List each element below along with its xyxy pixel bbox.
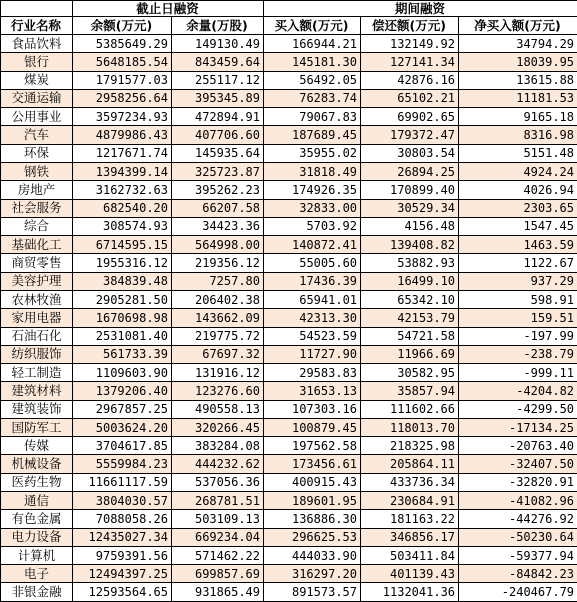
balance-cell: 2531081.40 [73, 327, 172, 345]
net-buy-cell: 1463.59 [459, 236, 577, 254]
header-group-period: 期间融资 [264, 1, 577, 17]
balance-cell: 6714595.15 [73, 236, 172, 254]
balance-cell: 12593564.65 [73, 583, 172, 602]
volume-cell: 34423.36 [172, 217, 264, 235]
balance-cell: 5003624.20 [73, 418, 172, 436]
buy-amount-cell: 56492.05 [264, 71, 361, 89]
volume-cell: 145935.64 [172, 144, 264, 162]
industry-cell: 电子 [1, 565, 73, 583]
volume-cell: 268781.51 [172, 492, 264, 510]
table-row [1, 327, 577, 345]
balance-cell: 12494397.25 [73, 565, 172, 583]
volume-cell: 123276.60 [172, 382, 264, 400]
industry-cell: 交通运输 [1, 89, 73, 107]
column-header-volume: 余量(万股) [172, 17, 264, 35]
buy-amount-cell: 145181.30 [264, 53, 361, 71]
volume-cell: 843459.64 [172, 53, 264, 71]
table-row [1, 418, 577, 436]
industry-cell: 综合 [1, 217, 73, 235]
table-row [1, 35, 577, 53]
industry-cell: 农林牧渔 [1, 290, 73, 308]
buy-amount-cell: 11727.90 [264, 345, 361, 363]
buy-amount-cell: 400915.43 [264, 473, 361, 491]
industry-cell: 公用事业 [1, 108, 73, 126]
buy-amount-cell: 891573.57 [264, 583, 361, 602]
repay-amount-cell: 65102.21 [361, 89, 459, 107]
net-buy-cell: 4924.24 [459, 162, 577, 180]
buy-amount-cell: 31818.49 [264, 162, 361, 180]
net-buy-cell: -4204.82 [459, 382, 577, 400]
net-buy-cell: -240467.79 [459, 583, 577, 602]
net-buy-cell: 4026.94 [459, 181, 577, 199]
balance-cell: 11661117.59 [73, 473, 172, 491]
repay-amount-cell: 433736.34 [361, 473, 459, 491]
balance-cell: 4879986.43 [73, 126, 172, 144]
industry-cell: 银行 [1, 53, 73, 71]
table-row [1, 546, 577, 564]
repay-amount-cell: 503411.84 [361, 546, 459, 564]
header-column-row [1, 17, 577, 35]
net-buy-cell: -84842.23 [459, 565, 577, 583]
repay-amount-cell: 230684.91 [361, 492, 459, 510]
buy-amount-cell: 17436.39 [264, 272, 361, 290]
industry-cell: 食品饮料 [1, 35, 73, 53]
balance-cell: 1955316.12 [73, 254, 172, 272]
buy-amount-cell: 444033.90 [264, 546, 361, 564]
repay-amount-cell: 4156.48 [361, 217, 459, 235]
net-buy-cell: 13615.88 [459, 71, 577, 89]
industry-cell: 社会服务 [1, 199, 73, 217]
buy-amount-cell: 76283.74 [264, 89, 361, 107]
net-buy-cell: -238.79 [459, 345, 577, 363]
table-row [1, 108, 577, 126]
balance-cell: 7088058.26 [73, 510, 172, 528]
table-row [1, 565, 577, 583]
balance-cell: 3804030.57 [73, 492, 172, 510]
net-buy-cell: 8316.98 [459, 126, 577, 144]
repay-amount-cell: 54721.58 [361, 327, 459, 345]
header-blank-cell [1, 1, 73, 17]
table-row [1, 71, 577, 89]
volume-cell: 503109.13 [172, 510, 264, 528]
buy-amount-cell: 42313.30 [264, 309, 361, 327]
table-row [1, 199, 577, 217]
table-body [1, 35, 577, 602]
industry-cell: 环保 [1, 144, 73, 162]
buy-amount-cell: 54523.59 [264, 327, 361, 345]
table-row [1, 382, 577, 400]
buy-amount-cell: 316297.20 [264, 565, 361, 583]
balance-cell: 682540.20 [73, 199, 172, 217]
volume-cell: 131916.12 [172, 364, 264, 382]
net-buy-cell: -197.99 [459, 327, 577, 345]
volume-cell: 206402.38 [172, 290, 264, 308]
repay-amount-cell: 132149.92 [361, 35, 459, 53]
volume-cell: 444232.62 [172, 455, 264, 473]
balance-cell: 5559984.23 [73, 455, 172, 473]
industry-cell: 石油石化 [1, 327, 73, 345]
volume-cell: 571462.22 [172, 546, 264, 564]
net-buy-cell: 5151.48 [459, 144, 577, 162]
repay-amount-cell: 42153.79 [361, 309, 459, 327]
volume-cell: 472894.91 [172, 108, 264, 126]
repay-amount-cell: 139408.82 [361, 236, 459, 254]
industry-cell: 非银金融 [1, 583, 73, 602]
table-row [1, 144, 577, 162]
industry-cell: 纺织服饰 [1, 345, 73, 363]
table-row [1, 400, 577, 418]
buy-amount-cell: 166944.21 [264, 35, 361, 53]
table-row [1, 364, 577, 382]
volume-cell: 219356.12 [172, 254, 264, 272]
repay-amount-cell: 170899.40 [361, 181, 459, 199]
table-row [1, 181, 577, 199]
buy-amount-cell: 140872.41 [264, 236, 361, 254]
column-header-repay-amount: 偿还额(万元) [361, 17, 459, 35]
industry-cell: 计算机 [1, 546, 73, 564]
volume-cell: 7257.80 [172, 272, 264, 290]
industry-cell: 轻工制造 [1, 364, 73, 382]
buy-amount-cell: 29583.83 [264, 364, 361, 382]
volume-cell: 395345.89 [172, 89, 264, 107]
repay-amount-cell: 401139.43 [361, 565, 459, 583]
balance-cell: 2905281.50 [73, 290, 172, 308]
table-row [1, 89, 577, 107]
industry-cell: 传媒 [1, 437, 73, 455]
repay-amount-cell: 53882.93 [361, 254, 459, 272]
balance-cell: 5385649.29 [73, 35, 172, 53]
repay-amount-cell: 181163.22 [361, 510, 459, 528]
net-buy-cell: 11181.53 [459, 89, 577, 107]
volume-cell: 669234.04 [172, 528, 264, 546]
repay-amount-cell: 205864.11 [361, 455, 459, 473]
buy-amount-cell: 31653.13 [264, 382, 361, 400]
table-row [1, 345, 577, 363]
buy-amount-cell: 100879.45 [264, 418, 361, 436]
balance-cell: 1217671.74 [73, 144, 172, 162]
net-buy-cell: 937.29 [459, 272, 577, 290]
net-buy-cell: -32820.91 [459, 473, 577, 491]
net-buy-cell: -17134.25 [459, 418, 577, 436]
volume-cell: 395262.23 [172, 181, 264, 199]
table-row [1, 236, 577, 254]
repay-amount-cell: 11966.69 [361, 345, 459, 363]
net-buy-cell: 159.51 [459, 309, 577, 327]
balance-cell: 3162732.63 [73, 181, 172, 199]
repay-amount-cell: 26894.25 [361, 162, 459, 180]
industry-cell: 美容护理 [1, 272, 73, 290]
buy-amount-cell: 32833.00 [264, 199, 361, 217]
repay-amount-cell: 42876.16 [361, 71, 459, 89]
industry-cell: 家用电器 [1, 309, 73, 327]
industry-cell: 钢铁 [1, 162, 73, 180]
industry-cell: 汽车 [1, 126, 73, 144]
industry-cell: 国防军工 [1, 418, 73, 436]
buy-amount-cell: 107303.16 [264, 400, 361, 418]
table-row [1, 510, 577, 528]
repay-amount-cell: 111602.66 [361, 400, 459, 418]
header-group-row [1, 1, 577, 17]
buy-amount-cell: 197562.58 [264, 437, 361, 455]
balance-cell: 1791577.03 [73, 71, 172, 89]
repay-amount-cell: 30803.54 [361, 144, 459, 162]
repay-amount-cell: 69902.65 [361, 108, 459, 126]
balance-cell: 1670698.98 [73, 309, 172, 327]
net-buy-cell: 1547.45 [459, 217, 577, 235]
table-row [1, 583, 577, 602]
volume-cell: 699857.69 [172, 565, 264, 583]
net-buy-cell: -32407.50 [459, 455, 577, 473]
balance-cell: 3704617.85 [73, 437, 172, 455]
balance-cell: 308574.93 [73, 217, 172, 235]
volume-cell: 490558.13 [172, 400, 264, 418]
industry-cell: 电力设备 [1, 528, 73, 546]
table-row [1, 528, 577, 546]
column-header-buy-amount: 买入额(万元) [264, 17, 361, 35]
repay-amount-cell: 118013.70 [361, 418, 459, 436]
balance-cell: 1394399.14 [73, 162, 172, 180]
buy-amount-cell: 296625.53 [264, 528, 361, 546]
balance-cell: 1379206.40 [73, 382, 172, 400]
industry-cell: 商贸零售 [1, 254, 73, 272]
buy-amount-cell: 79067.83 [264, 108, 361, 126]
column-header-net-buy: 净买入额(万元) [459, 17, 577, 35]
table-row [1, 53, 577, 71]
balance-cell: 384839.48 [73, 272, 172, 290]
table-row [1, 254, 577, 272]
table-row [1, 309, 577, 327]
volume-cell: 564998.00 [172, 236, 264, 254]
volume-cell: 320266.45 [172, 418, 264, 436]
table-row [1, 437, 577, 455]
buy-amount-cell: 187689.45 [264, 126, 361, 144]
repay-amount-cell: 30529.34 [361, 199, 459, 217]
repay-amount-cell: 179372.47 [361, 126, 459, 144]
net-buy-cell: -20763.40 [459, 437, 577, 455]
industry-cell: 通信 [1, 492, 73, 510]
table-row [1, 290, 577, 308]
industry-cell: 有色金属 [1, 510, 73, 528]
balance-cell: 561733.39 [73, 345, 172, 363]
repay-amount-cell: 346856.17 [361, 528, 459, 546]
net-buy-cell: 598.91 [459, 290, 577, 308]
table-row [1, 473, 577, 491]
volume-cell: 143662.09 [172, 309, 264, 327]
volume-cell: 383284.08 [172, 437, 264, 455]
table-row [1, 272, 577, 290]
table-row [1, 217, 577, 235]
volume-cell: 66207.58 [172, 199, 264, 217]
industry-cell: 医药生物 [1, 473, 73, 491]
buy-amount-cell: 5703.92 [264, 217, 361, 235]
repay-amount-cell: 1132041.36 [361, 583, 459, 602]
buy-amount-cell: 173456.61 [264, 455, 361, 473]
buy-amount-cell: 55005.60 [264, 254, 361, 272]
net-buy-cell: -41082.96 [459, 492, 577, 510]
repay-amount-cell: 16499.10 [361, 272, 459, 290]
volume-cell: 537056.36 [172, 473, 264, 491]
balance-cell: 3597234.93 [73, 108, 172, 126]
net-buy-cell: 34794.29 [459, 35, 577, 53]
repay-amount-cell: 218325.98 [361, 437, 459, 455]
industry-cell: 建筑装饰 [1, 400, 73, 418]
buy-amount-cell: 174926.35 [264, 181, 361, 199]
repay-amount-cell: 30582.95 [361, 364, 459, 382]
volume-cell: 67697.32 [172, 345, 264, 363]
buy-amount-cell: 189601.95 [264, 492, 361, 510]
balance-cell: 1109603.90 [73, 364, 172, 382]
industry-cell: 机械设备 [1, 455, 73, 473]
repay-amount-cell: 65342.10 [361, 290, 459, 308]
balance-cell: 9759391.56 [73, 546, 172, 564]
industry-cell: 煤炭 [1, 71, 73, 89]
table-row [1, 455, 577, 473]
header-group-closing-date: 截止日融资 [73, 1, 264, 17]
balance-cell: 12435027.34 [73, 528, 172, 546]
net-buy-cell: -999.11 [459, 364, 577, 382]
net-buy-cell: -44276.92 [459, 510, 577, 528]
table-row [1, 126, 577, 144]
buy-amount-cell: 136886.30 [264, 510, 361, 528]
volume-cell: 931865.49 [172, 583, 264, 602]
repay-amount-cell: 127141.34 [361, 53, 459, 71]
net-buy-cell: 2303.65 [459, 199, 577, 217]
balance-cell: 2958256.64 [73, 89, 172, 107]
industry-cell: 建筑材料 [1, 382, 73, 400]
buy-amount-cell: 65941.01 [264, 290, 361, 308]
balance-cell: 5648185.54 [73, 53, 172, 71]
net-buy-cell: 18039.95 [459, 53, 577, 71]
volume-cell: 407706.60 [172, 126, 264, 144]
table-row [1, 162, 577, 180]
net-buy-cell: 1122.67 [459, 254, 577, 272]
net-buy-cell: -50230.64 [459, 528, 577, 546]
column-header-balance: 余额(万元) [73, 17, 172, 35]
balance-cell: 2967857.25 [73, 400, 172, 418]
industry-cell: 房地产 [1, 181, 73, 199]
repay-amount-cell: 35857.94 [361, 382, 459, 400]
net-buy-cell: 9165.18 [459, 108, 577, 126]
net-buy-cell: -4299.50 [459, 400, 577, 418]
net-buy-cell: -59377.94 [459, 546, 577, 564]
volume-cell: 255117.12 [172, 71, 264, 89]
buy-amount-cell: 35955.02 [264, 144, 361, 162]
column-header-industry: 行业名称 [1, 17, 73, 35]
volume-cell: 325723.87 [172, 162, 264, 180]
table-row [1, 492, 577, 510]
volume-cell: 149130.49 [172, 35, 264, 53]
industry-cell: 基础化工 [1, 236, 73, 254]
volume-cell: 219775.72 [172, 327, 264, 345]
